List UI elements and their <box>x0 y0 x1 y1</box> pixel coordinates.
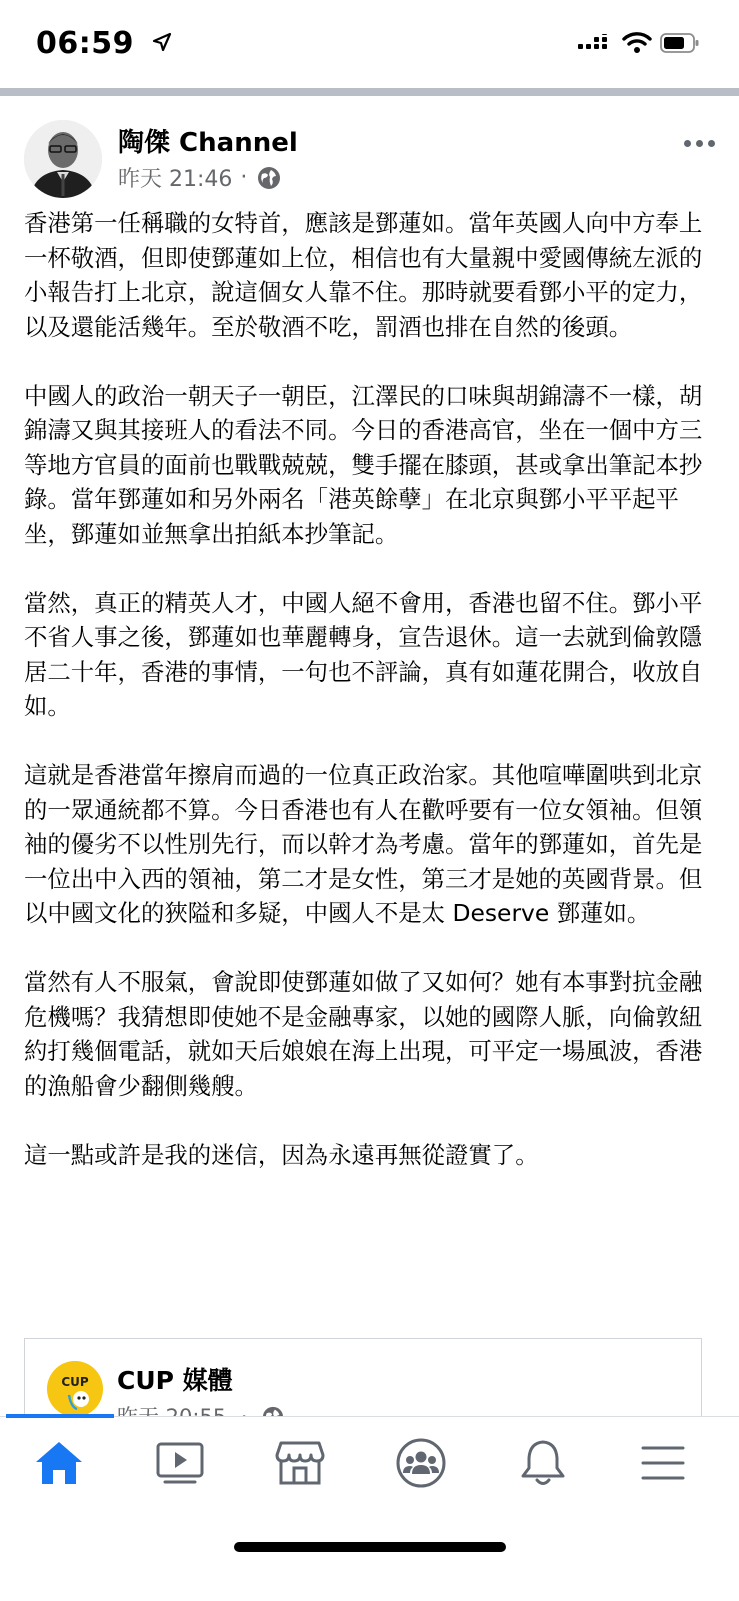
tab-notifications[interactable] <box>508 1433 578 1493</box>
author-name[interactable]: 陶傑 Channel <box>118 128 298 158</box>
bell-icon <box>520 1438 566 1488</box>
groups-icon <box>395 1438 447 1488</box>
more-dot <box>696 140 703 147</box>
post-timestamp[interactable]: 昨天 21:46 <box>118 167 233 192</box>
home-indicator[interactable] <box>234 1542 506 1552</box>
status-bar <box>0 0 739 88</box>
more-options-button[interactable] <box>684 140 715 147</box>
post-meta <box>118 162 281 193</box>
post-paragraph: 這一點或許是我的迷信，因為永遠再無從證實了。 <box>24 1140 539 1169</box>
avatar-portrait-icon <box>24 120 102 198</box>
author-avatar[interactable] <box>24 120 102 198</box>
tab-watch[interactable] <box>145 1433 215 1493</box>
video-icon <box>155 1441 205 1485</box>
shared-page-avatar[interactable] <box>47 1361 103 1417</box>
location-arrow-icon <box>152 32 172 52</box>
post-paragraph: 當然，真正的精英人才，中國人絕不會用，香港也留不住。鄧小平不省人事之後，鄧蓮如也華麗轉身，宣告退休。這一去就到倫敦隱居二十年，香港的事情，一句也不評論，真有如蓮花開合，收放自如。 <box>24 588 703 720</box>
post-text <box>24 206 714 1207</box>
shared-page-name[interactable]: CUP 媒體 <box>117 1366 233 1395</box>
status-time: 06:59 <box>36 26 134 61</box>
home-icon <box>34 1440 84 1486</box>
hamburger-icon <box>640 1443 686 1483</box>
header-divider <box>0 88 739 96</box>
svg-text:CUP: CUP <box>61 1375 89 1389</box>
tab-groups[interactable] <box>386 1433 456 1493</box>
more-dot <box>708 140 715 147</box>
post-paragraph: 這就是香港當年擦肩而過的一位真正政治家。其他喧嘩圍哄到北京的一眾通統都不算。今日香港也有人在歡呼要有一位女領袖。但領袖的優劣不以性別先行，而以幹才為考慮。當年的鄧蓮如，首先是一位出中入西的領袖，第二才是女性，第三才是她的英國背景。但以中國文化的狹隘和多疑，中國人不是太 Deserve 鄧蓮如。 <box>24 761 703 927</box>
more-dot <box>684 140 691 147</box>
tab-menu[interactable] <box>628 1433 698 1493</box>
tab-home[interactable] <box>24 1433 94 1493</box>
post-paragraph: 中國人的政治一朝天子一朝臣，江澤民的口味與胡錦濤不一樣，胡錦濤又與其接班人的看法不同。今日的香港高官，坐在一個中方三等地方官員的面前也戰戰兢兢，雙手擺在膝頭，甚或拿出筆記本抄錄。當年鄧蓮如和另外兩名「港英餘孽」在北京與鄧小平平起平坐，鄧蓮如並無拿出拍紙本抄筆記。 <box>24 381 703 548</box>
post-paragraph: 香港第一任稱職的女特首，應該是鄧蓮如。當年英國人向中方奉上一杯敬酒，但即使鄧蓮如上位，相信也有大量親中愛國傳統左派的小報告打上北京，說這個女人靠不住。那時就要看鄧小平的定力，以及還能活幾年。至於敬酒不吃，罰酒也排在自然的後頭。 <box>24 209 703 341</box>
post-paragraph: 當然有人不服氣，會說即使鄧蓮如做了又如何？她有本事對抗金融危機嗎？我猜想即使她不是金融專家，以她的國際人脈，向倫敦紐約打幾個電話，就如天后娘娘在海上出現，可平定一場風波，香港的漁船會少翻側幾艘。 <box>24 968 703 1100</box>
active-tab-indicator <box>6 1414 114 1418</box>
cup-logo-icon <box>47 1361 103 1417</box>
tab-marketplace[interactable] <box>265 1433 335 1493</box>
battery-icon <box>660 32 700 54</box>
globe-icon <box>257 166 281 190</box>
bottom-tab-bar <box>0 1416 739 1601</box>
wifi-icon <box>622 30 652 54</box>
store-icon <box>275 1440 325 1486</box>
cellular-signal-icon <box>578 34 612 56</box>
meta-separator: · <box>240 165 248 190</box>
